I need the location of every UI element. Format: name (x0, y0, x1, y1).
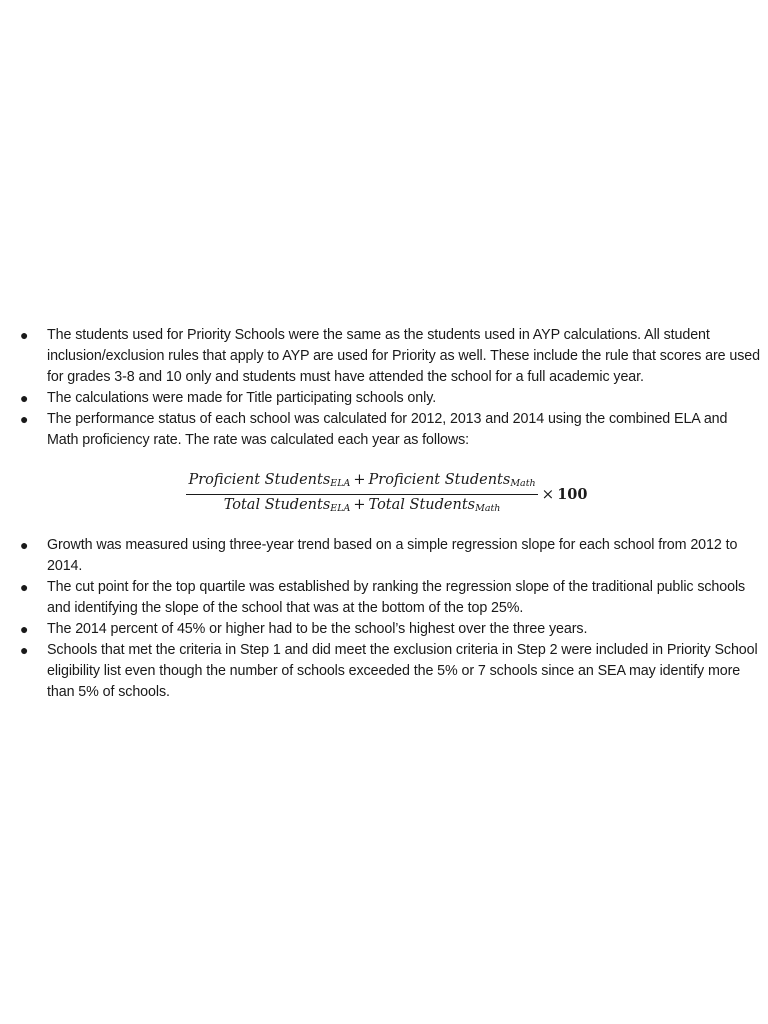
list-item-text: The performance status of each school was calculated for 2012, 2013 and 2014 using the combined ELA and Math proficiency rate. The rate was calculated each year as follows: (47, 411, 728, 448)
bullet-list-bottom (20, 535, 760, 703)
numerator-plus: + (353, 471, 366, 488)
denominator-subscript-math: Math (475, 502, 501, 514)
bullet-icon: ● (20, 411, 29, 427)
denominator-term-math: Total Students (368, 496, 476, 513)
list-item-text: The calculations were made for Title participating schools only. (47, 390, 437, 406)
denominator-subscript-ela: ELA (330, 502, 351, 514)
list-item-text: The cut point for the top quartile was established by ranking the regression slope of the traditional public schools and identifying the slope of the school that was at the bottom of the top 25%. (47, 579, 746, 616)
list-item-text: Schools that met the criteria in Step 1 and did meet the exclusion criteria in Step 2 were included in Priority School eligibility list even though the number of schools exceeded the 5% or 7 schools since an SEA may identify more than 5% of schools. (47, 642, 758, 700)
list-item (20, 577, 760, 619)
bullet-icon: ● (20, 642, 29, 658)
list-item (20, 325, 760, 388)
numerator-subscript-ela: ELA (330, 477, 351, 489)
list-item (20, 409, 760, 451)
numerator-subscript-math: Math (510, 477, 536, 489)
numerator-term-math: Proficient Students (368, 471, 511, 488)
numerator-term-ela: Proficient Students (188, 471, 331, 488)
denominator-term-ela: Total Students (223, 496, 331, 513)
formula-numerator (186, 470, 537, 494)
list-item-text: Growth was measured using three-year trend based on a simple regression slope for each school from 2012 to 2014. (47, 537, 738, 574)
formula-multiplier: 100 (557, 485, 588, 503)
bullet-icon: ● (20, 537, 29, 553)
list-item (20, 640, 760, 703)
list-item-text: The 2014 percent of 45% or higher had to be the school’s highest over the three years. (47, 621, 588, 637)
formula-denominator (222, 495, 503, 519)
bullet-icon: ● (20, 579, 29, 595)
bullet-icon: ● (20, 327, 29, 343)
formula-fraction (186, 470, 537, 519)
bullet-list-top (20, 325, 760, 451)
denominator-plus: + (353, 496, 366, 513)
list-item (20, 388, 760, 409)
proficiency-formula (0, 468, 768, 520)
bullet-icon: ● (20, 390, 29, 406)
multiply-sign: × (541, 485, 555, 503)
bullet-icon: ● (20, 621, 29, 637)
list-item (20, 619, 760, 640)
list-item (20, 535, 760, 577)
list-item-text: The students used for Priority Schools were the same as the students used in AYP calculations. All student inclusion/exclusion rules that apply to AYP are used for Priority as well. These include the rule that scores are used for grades 3-8 and 10 only and students must have attended the school for a full academic year. (47, 327, 760, 385)
